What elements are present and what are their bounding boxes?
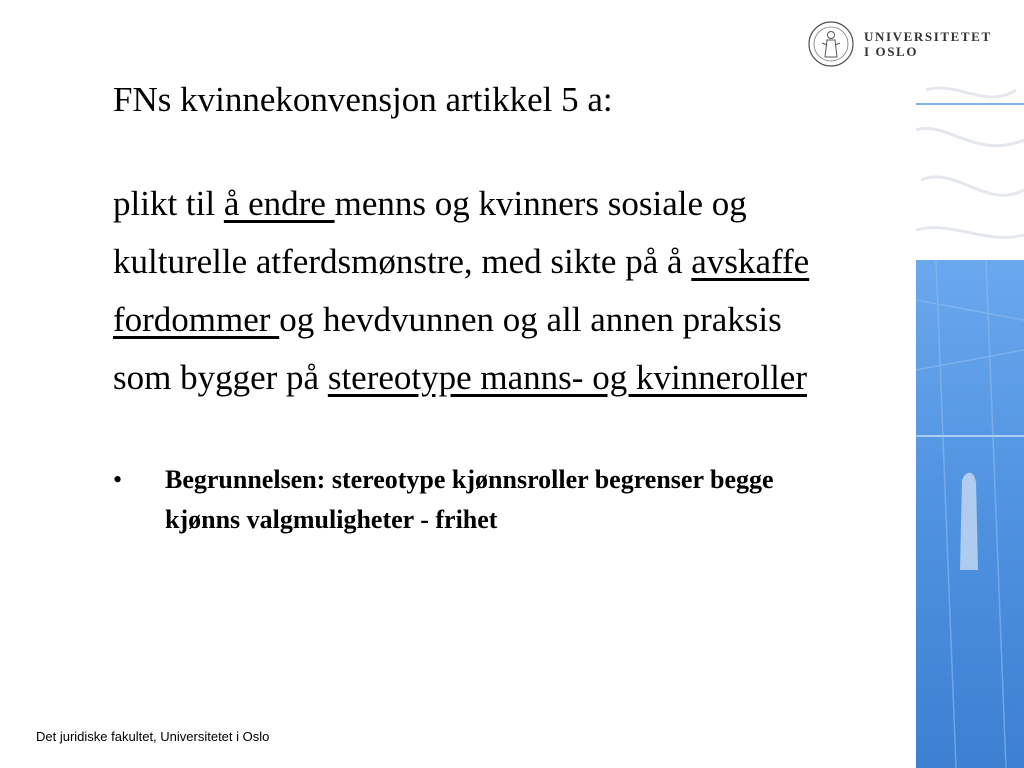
body-text-1: plikt til xyxy=(113,184,224,223)
bullet-marker: • xyxy=(113,465,123,494)
university-logo xyxy=(808,20,998,68)
slide-body xyxy=(113,175,833,407)
university-name xyxy=(864,29,992,59)
body-text-3: og hevdvunnen og all annen praksis som bygger på xyxy=(113,300,782,397)
slide-title: FNs kvinnekonvensjon artikkel 5 a: xyxy=(113,80,613,119)
slide-content xyxy=(113,78,833,540)
bullet-point xyxy=(113,460,833,540)
body-underline-1: å endre xyxy=(223,184,335,223)
footer-text: Det juridiske fakultet, Universitetet i Oslo xyxy=(36,729,270,744)
university-name-line1: UNIVERSITETET xyxy=(864,29,992,44)
body-underline-2: avskaffe fordommer xyxy=(113,242,810,339)
body-underline-3: stereotype manns- og kvinneroller xyxy=(327,358,807,397)
body-text-2: menns og kvinners sosiale og kulturelle atferdsmønstre, med sikte på å xyxy=(113,184,747,281)
university-seal-icon xyxy=(808,21,854,67)
university-name-line2: I OSLO xyxy=(864,44,919,59)
bullet-text: Begrunnelsen: stereotype kjønnsroller begrenser begge kjønns valgmuligheter - frihet xyxy=(165,465,774,534)
decorative-sidebar-image xyxy=(916,70,1024,768)
